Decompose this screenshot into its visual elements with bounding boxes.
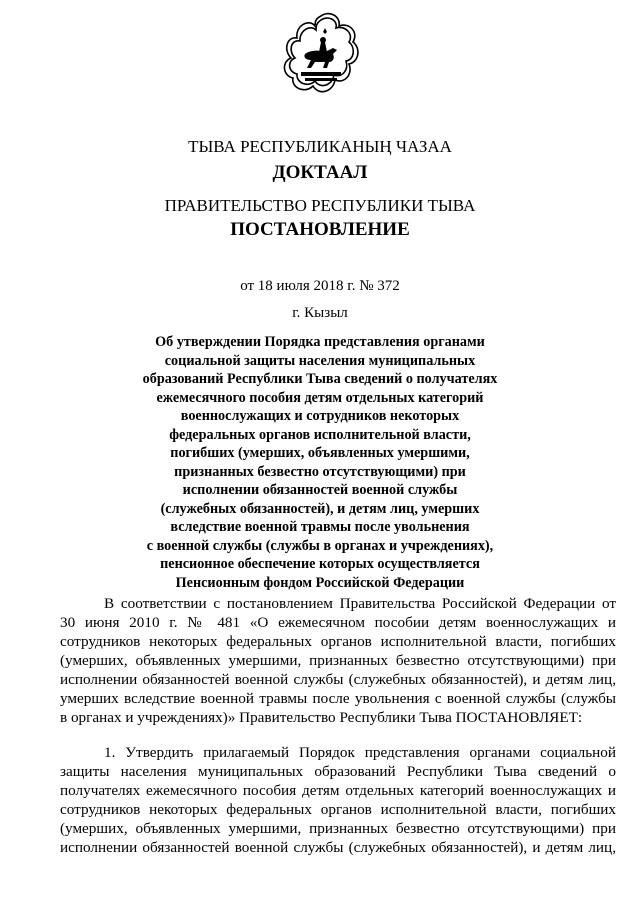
paragraph-line: 1. Утвердить прилагаемый Порядок представления органами социальной — [104, 744, 616, 761]
title-line: ежемесячного пособия детям отдельных категорий — [156, 389, 484, 406]
header-decree: ПОСТАНОВЛЕНИЕ — [230, 219, 410, 240]
paragraph-line: умерших вследствие военной травмы после увольнения с военной службы (службы — [60, 690, 616, 707]
title-line: социальной защиты населения муниципальных — [164, 352, 476, 369]
title-line: пенсионное обеспечение которых осуществляется — [160, 556, 480, 572]
title-line: (служебных обязанностей), и детям лиц, умерших — [160, 500, 480, 517]
paragraph-line: получателях ежемесячного пособия детям отдельных категорий военнослужащих и — [60, 782, 616, 799]
city: г. Кызыл — [292, 305, 348, 321]
header-tuvan-decree: ДОКТААЛ — [272, 162, 368, 183]
clause-1-paragraph — [60, 743, 616, 857]
title-line: исполнении обязанностей военной службы — [182, 482, 458, 498]
decree-date-number: от 18 июля 2018 г. № 372 — [240, 278, 400, 294]
title-line: Пенсионным фондом Российской Федерации — [175, 574, 465, 591]
header-government: ПРАВИТЕЛЬСТВО РЕСПУБЛИКИ ТЫВА — [164, 196, 476, 215]
paragraph-line: в органах и учреждениях)» Правительство Республики Тыва ПОСТАНОВЛЯЕТ: — [60, 709, 583, 726]
paragraph-line: защиты населения муниципальных образований Республики Тыва сведений о — [60, 763, 616, 780]
paragraph-line: 30 июня 2010 г. № 481 «О ежемесячном пособии детям военнослужащих и — [60, 614, 616, 631]
title-line: образований Республики Тыва сведений о получателях — [142, 371, 498, 387]
decree-title — [90, 333, 550, 592]
paragraph-line: В соответствии с постановлением Правительства Российской Федерации от — [104, 595, 616, 612]
title-line: военнослужащих и сотрудников некоторых — [180, 408, 460, 424]
preamble-paragraph — [60, 594, 616, 727]
emblem-of-tuva-icon — [283, 10, 359, 106]
header-tuvan-government: ТЫВА РЕСПУБЛИКАНЫҢ ЧАЗАА — [188, 137, 452, 156]
paragraph-line: исполнении обязанностей военной службы (служебных обязанностей), и детям лиц, — [60, 671, 616, 688]
title-line: федеральных органов исполнительной власти, — [169, 426, 471, 443]
paragraph-line: сотрудников некоторых федеральных органов исполнительной власти, погибших — [60, 633, 616, 650]
title-line: погибших (умерших, объявленных умершими, — [170, 445, 470, 461]
paragraph-line: исполнении обязанностей военной службы (служебных обязанностей), и детям лиц, — [60, 839, 616, 856]
paragraph-line: сотрудников некоторых федеральных органов исполнительной власти, погибших — [60, 801, 616, 818]
paragraph-line: (умерших, объявленных умершими, признанных безвестно отсутствующими) при — [60, 652, 616, 669]
paragraph-line: (умерших, объявленных умершими, признанных безвестно отсутствующими) при — [60, 820, 616, 837]
title-line: с военной службы (службы в органах и учреждениях), — [146, 537, 494, 554]
title-line: Об утверждении Порядка представления органами — [155, 334, 485, 350]
title-line: признанных безвестно отсутствующими) при — [174, 463, 466, 480]
title-line: вследствие военной травмы после увольнения — [170, 519, 470, 535]
